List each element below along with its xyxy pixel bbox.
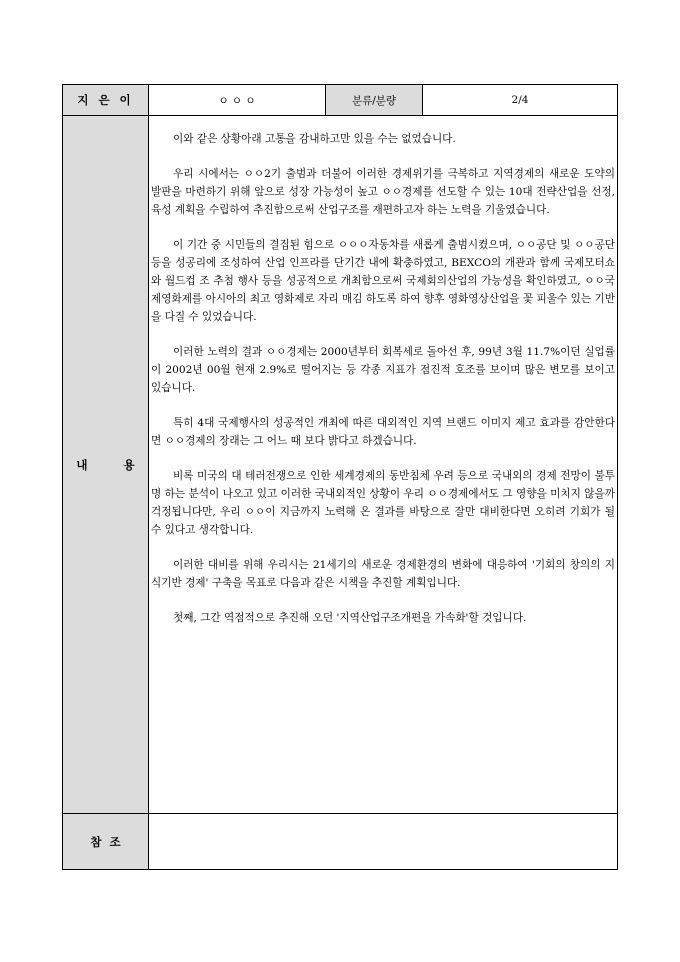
reference-label: 참 조	[63, 814, 149, 870]
content-paragraph: 이러한 대비를 위해 우리시는 21세기의 새로운 경제환경의 변화에 대응하여 '기회의 창의의 지식기반 경제' 구축을 목표로 다음과 같은 시책을 추진할 계획입니다.	[151, 559, 615, 589]
reference-row	[63, 814, 618, 870]
category-label: 분류/분량	[326, 85, 423, 116]
content-paragraph: 이 기간 중 시민들의 결집된 힘으로 ㅇㅇㅇ자동차를 새롭게 출범시켰으며, ㅇㅇ공단 및 ㅇㅇ공단 등을 성공리에 조성하여 산업 인프라를 단기간 내에 확충하였고, BEXCO의 개관과 함께 국제모터쇼와 월드컵 조 추첨 행사 등을 성공적으로 개최함으로써 국제회의산업의 가능성을 확인하였고, ㅇㅇ국제영화제를 아시아의 최고 영화제로 자리 매김 하도록 하여 향후 영화영상산업을 꽃 피울수 있는 기반을 다질 수 있었습니다.	[151, 239, 615, 323]
content-label-part2: 용	[123, 457, 135, 472]
content-paragraph: 이러한 노력의 결과 ㅇㅇ경제는 2000년부터 회복세로 돌아선 후, 99년 3월 11.7%이던 실업률이 2002년 00월 현재 2.9%로 떨어지는 등 각종 지표가 점진적 호조를 보이며 많은 변모를 보이고 있습니다.	[151, 346, 616, 394]
content-label	[63, 116, 149, 814]
author-label: 지 은 이	[63, 85, 149, 116]
content-paragraph: 특히 4대 국제행사의 성공적인 개최에 따른 대외적인 지역 브랜드 이미지 제고 효과를 감안한다면 ㅇㅇ경제의 장래는 그 어느 때 보다 밝다고 하겠습니다.	[151, 417, 615, 447]
content-paragraph: 비록 미국의 대 테러전쟁으로 인한 세계경제의 동반침체 우려 등으로 국내외의 경제 전망이 불투명 하는 분석이 나오고 있고 이러한 국내외적인 상황이 우리 ㅇㅇ경제에서도 그 영향을 미치지 않을까 걱정됩니다만, 우리 ㅇㅇ이 지금까지 노력해 온 결과를 바탕으로 잘만 대비한다면 오히려 기회가 될 수 있다고 생각합니다.	[151, 470, 615, 536]
content-paragraph: 이와 같은 상황아래 고통을 감내하고만 있을 수는 없었습니다.	[173, 133, 456, 145]
document-form-table	[62, 84, 618, 870]
content-body	[149, 116, 618, 814]
reference-value	[149, 814, 618, 870]
content-paragraph: 우리 시에서는 ㅇㅇ2기 출범과 더불어 이러한 경제위기를 극복하고 지역경제의 새로운 도약의 발판을 마련하기 위해 앞으로 성장 가능성이 높고 ㅇㅇ경제를 선도할 수 있는 10대 전략산업을 선정, 육성 계획을 수립하여 추진함으로써 산업구조를 재편하고자 하는 노력을 기울였습니다.	[151, 168, 615, 216]
author-value: ㅇ ㅇ ㅇ	[149, 85, 326, 116]
content-paragraph: 첫째, 그간 역점적으로 추진해 오던 '지역산업구조개편을 가속화'할 것입니다.	[173, 612, 527, 624]
category-value: 2/4	[423, 85, 618, 116]
header-row	[63, 85, 618, 116]
content-row	[63, 116, 618, 814]
content-label-part1: 내	[76, 457, 88, 472]
